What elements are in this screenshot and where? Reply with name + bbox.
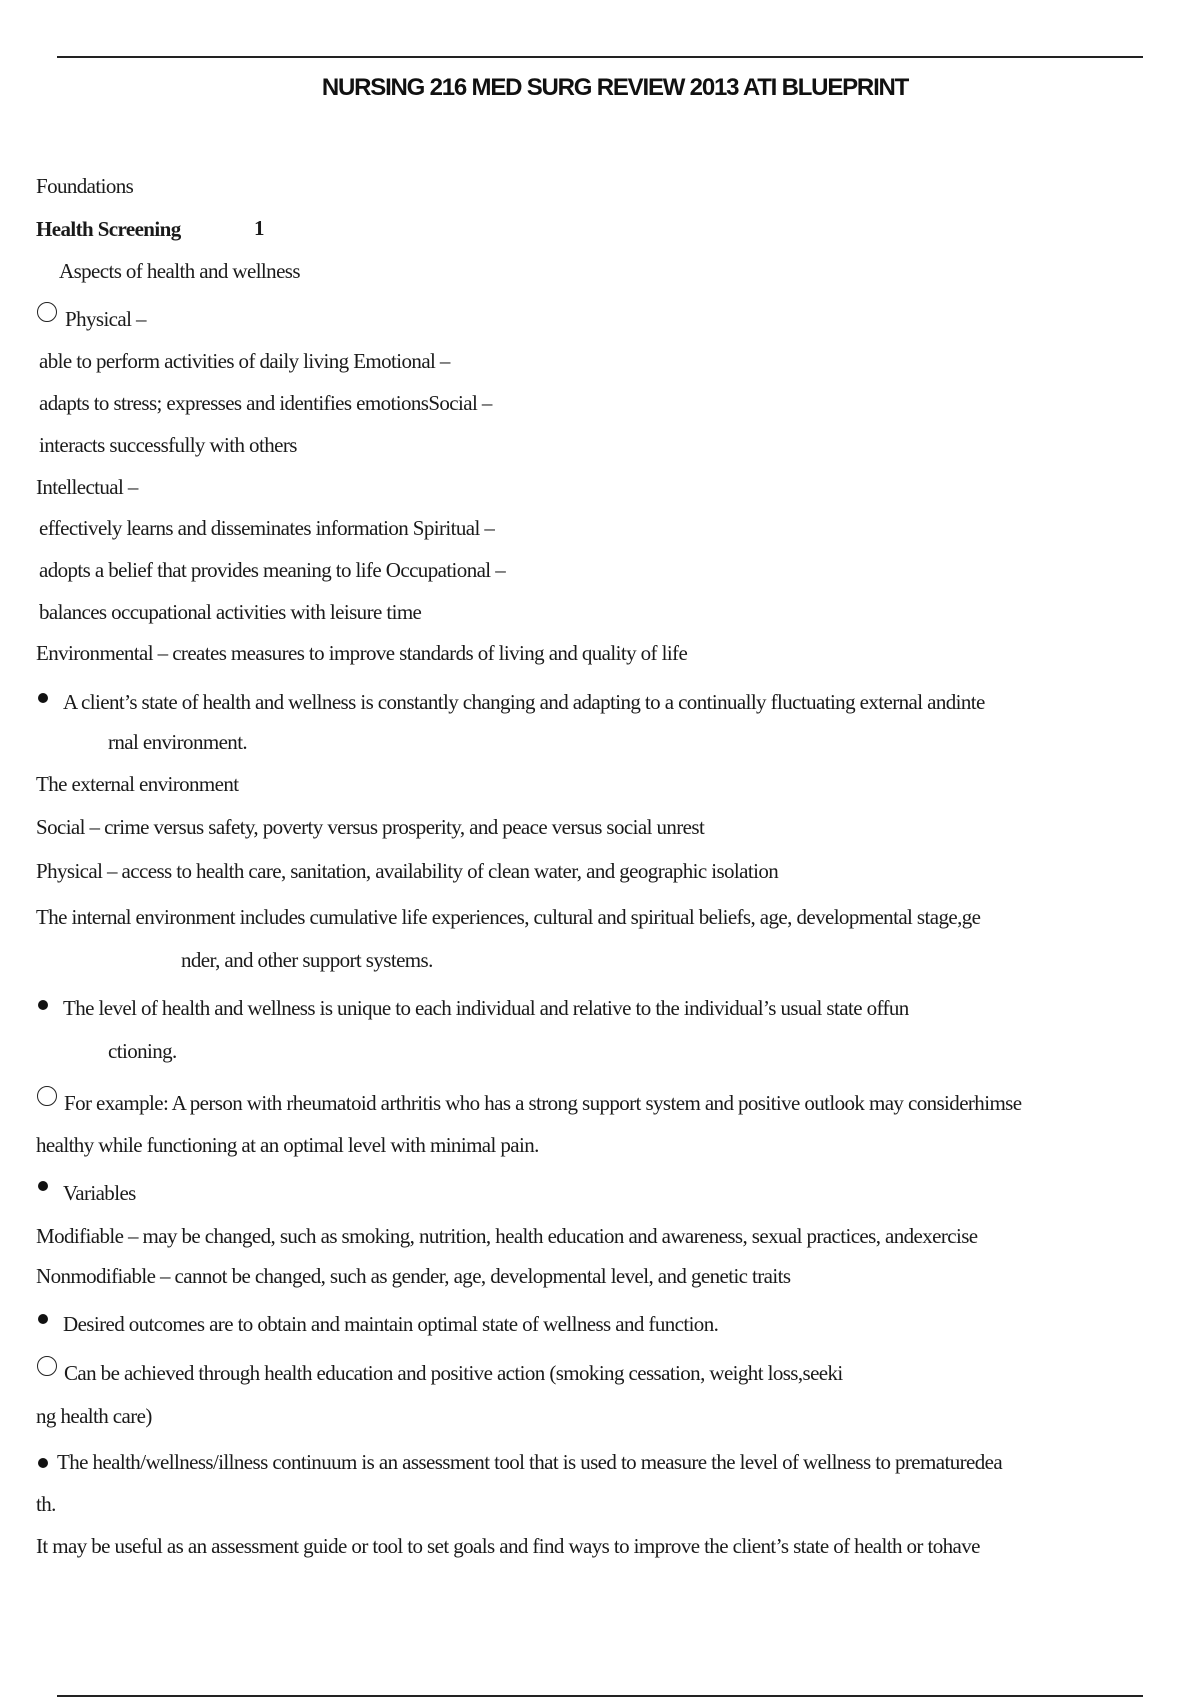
aspects-heading: Aspects of health and wellness [59,259,300,283]
text-line: Social – crime versus safety, poverty versus prosperity, and peace versus social unrest [36,815,705,839]
bullet-text-continuation: rnal environment. [108,730,248,754]
bullet-icon [38,1000,48,1010]
text-line: For example: A person with rheumatoid arthritis who has a strong support system and positive outlook may considerhimse [64,1091,1022,1115]
bullet-icon [38,1181,48,1191]
section-foundations: Foundations [36,174,134,198]
text-line: Nonmodifiable – cannot be changed, such as gender, age, developmental level, and genetic traits [36,1264,791,1288]
physical-label: Physical – [65,307,146,331]
bullet-text-continuation: ctioning. [108,1039,177,1063]
bullet-icon [38,693,48,703]
bullet-text: A client’s state of health and wellness is constantly changing and adapting to a continually fluctuating external andinte [63,690,985,714]
text-line: balances occupational activities with leisure time [39,600,422,624]
text-line: Can be achieved through health education and positive action (smoking cessation, weight loss,seeki [64,1361,843,1385]
circle-bullet-icon [37,1356,57,1376]
bullet-text-continuation: th. [36,1492,56,1516]
text-line: Environmental – creates measures to improve standards of living and quality of life [36,641,688,665]
bullet-text: Desired outcomes are to obtain and maintain optimal state of wellness and function. [63,1312,719,1336]
circle-bullet-icon [37,1086,57,1106]
section-health-screening: Health Screening [36,217,181,241]
text-line: The external environment [36,772,239,796]
text-line-continuation: nder, and other support systems. [181,948,433,972]
text-line: Physical – access to health care, sanitation, availability of clean water, and geographic isolation [36,859,779,883]
text-line: adopts a belief that provides meaning to life Occupational – [39,558,506,582]
bullet-icon [38,1314,48,1324]
text-line: able to perform activities of daily living Emotional – [39,349,450,373]
document-title: NURSING 216 MED SURG REVIEW 2013 ATI BLUEPRINT [321,74,909,101]
bullet-text: Variables [63,1181,136,1205]
health-screening-number: 1 [254,216,265,240]
text-line: The internal environment includes cumulative life experiences, cultural and spiritual beliefs, age, developmental stage,ge [36,905,981,929]
bottom-rule [57,1695,1143,1697]
text-line: adapts to stress; expresses and identifies emotionsSocial – [39,391,492,415]
top-rule [57,56,1143,58]
text-line-continuation: healthy while functioning at an optimal level with minimal pain. [36,1133,539,1157]
text-line: interacts successfully with others [39,433,297,457]
bullet-icon [38,1458,48,1468]
text-line-continuation: ng health care) [36,1404,152,1428]
circle-bullet-icon [37,302,57,322]
bullet-text: The health/wellness/illness continuum is an assessment tool that is used to measure the level of wellness to prematuredea [57,1450,1003,1474]
bullet-text: The level of health and wellness is unique to each individual and relative to the individual’s usual state offun [63,996,909,1020]
text-line: Modifiable – may be changed, such as smoking, nutrition, health education and awareness, sexual practices, andexercise [36,1224,978,1248]
text-line: It may be useful as an assessment guide or tool to set goals and find ways to improve the client’s state of health or tohave [36,1534,980,1558]
text-line: Intellectual – [36,475,138,499]
text-line: effectively learns and disseminates information Spiritual – [39,516,495,540]
